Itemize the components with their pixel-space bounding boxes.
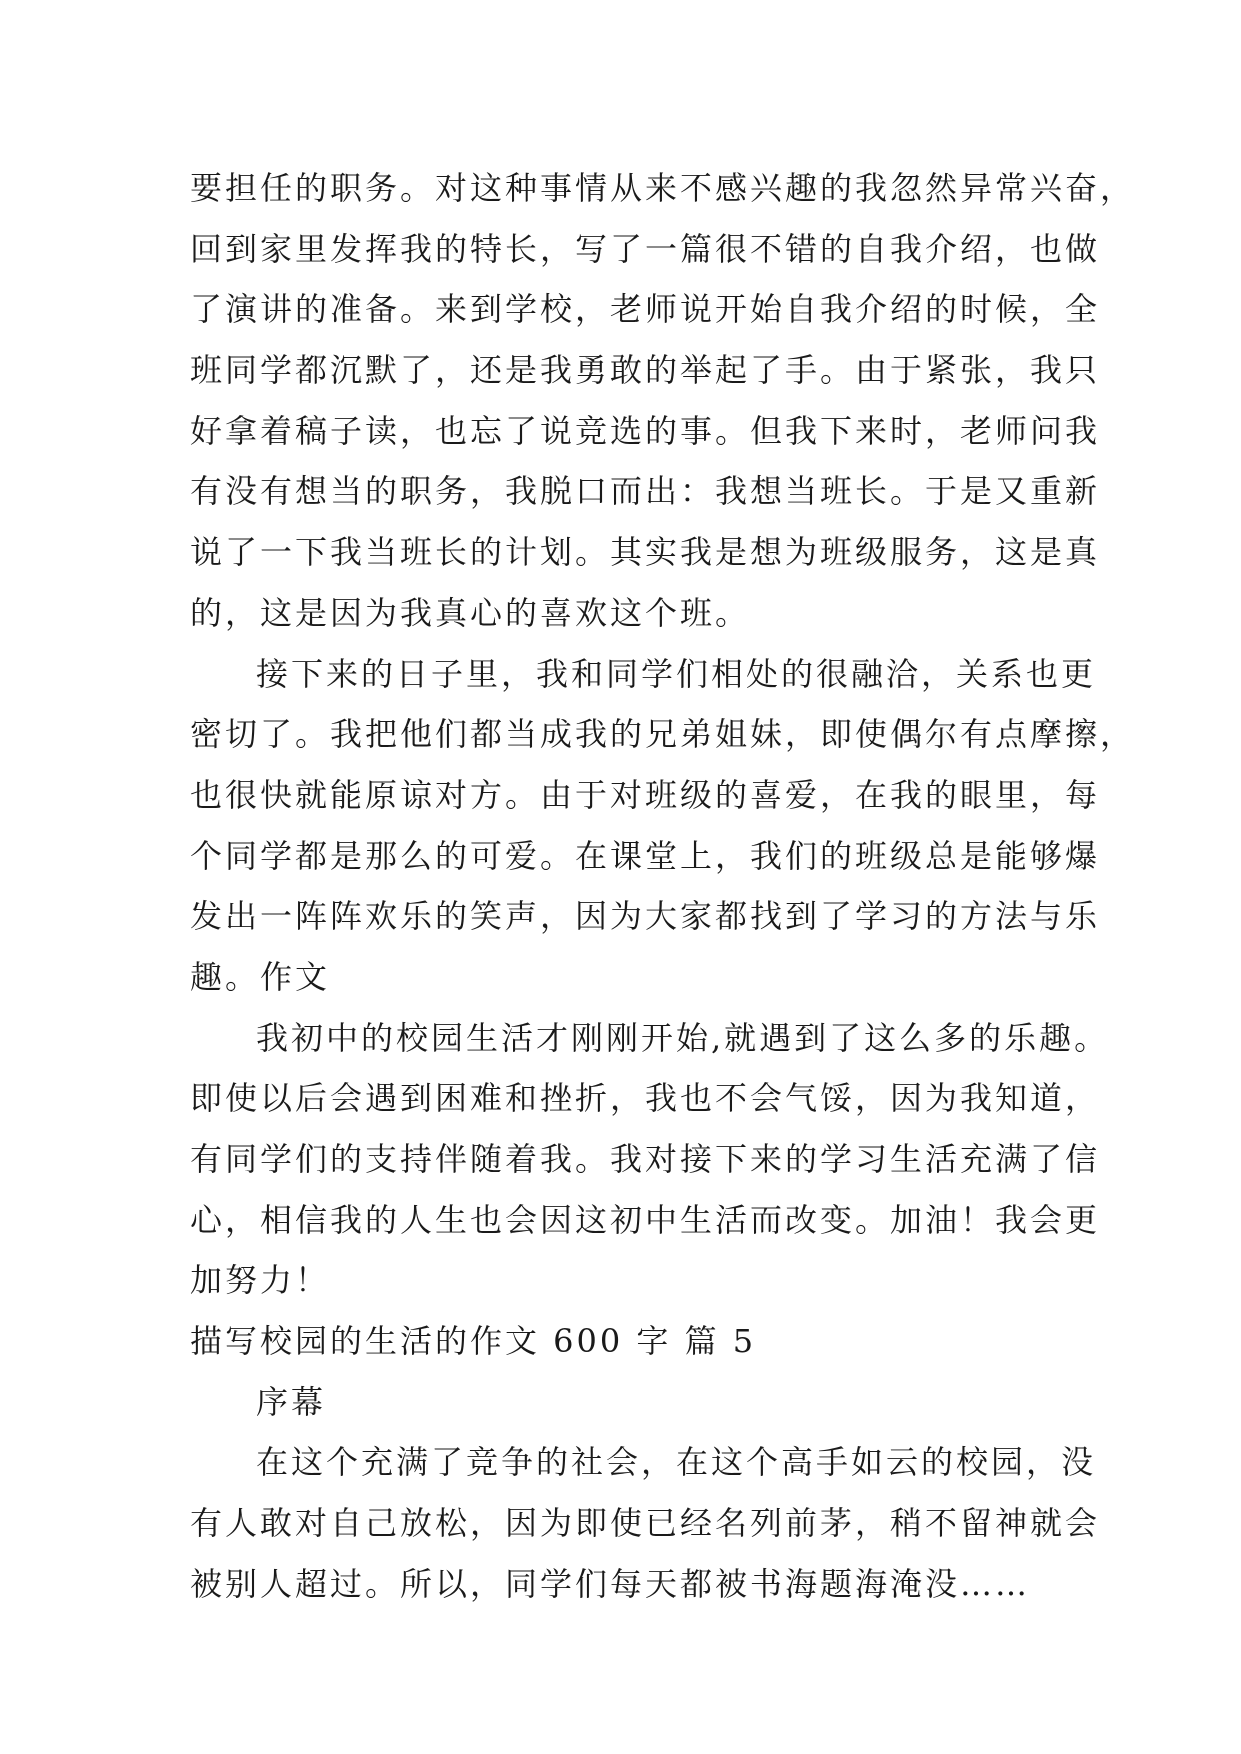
text-line: 我初中的校园生活才刚刚开始,就遇到了这么多的乐趣。 <box>256 1018 1110 1057</box>
text-line: 也很快就能原谅对方。由于对班级的喜爱，在我的眼里，每 <box>190 775 1101 814</box>
essay-body <box>190 158 1136 1615</box>
text-line: 好拿着稿子读，也忘了说竞选的事。但我下来时，老师问我 <box>190 411 1101 450</box>
text-line: 描写校园的生活的作文 600 字 篇 5 <box>190 1322 757 1361</box>
text-line: 在这个充满了竞争的社会，在这个高手如云的校园，没 <box>256 1443 1097 1482</box>
text-line: 班同学都沉默了，还是我勇敢的举起了手。由于紧张，我只 <box>190 351 1101 390</box>
text-line: 的，这是因为我真心的喜欢这个班。 <box>190 593 751 632</box>
text-line: 即使以后会遇到困难和挫折，我也不会气馁，因为我知道， <box>190 1079 1101 1118</box>
text-line: 心，相信我的人生也会因这初中生活而改变。加油！我会更 <box>190 1200 1101 1239</box>
text-line: 密切了。我把他们都当成我的兄弟姐妹，即使偶尔有点摩擦， <box>190 715 1136 754</box>
text-line: 有同学们的支持伴随着我。我对接下来的学习生活充满了信 <box>190 1140 1101 1178</box>
text-line: 个同学都是那么的可爱。在课堂上，我们的班级总是能够爆 <box>190 836 1101 875</box>
text-line: 序幕 <box>256 1382 327 1421</box>
text-line: 加努力！ <box>190 1261 331 1300</box>
text-line: 有没有想当的职务，我脱口而出：我想当班长。于是又重新 <box>190 472 1101 511</box>
text-line: 说了一下我当班长的计划。其实我是想为班级服务，这是真 <box>190 533 1101 572</box>
text-line: 回到家里发挥我的特长，写了一篇很不错的自我介绍，也做 <box>190 229 1101 268</box>
text-line: 发出一阵阵欢乐的笑声，因为大家都找到了学习的方法与乐 <box>190 897 1101 936</box>
text-line: 有人敢对自己放松，因为即使已经名列前茅，稍不留神就会 <box>190 1504 1101 1543</box>
text-line: 接下来的日子里，我和同学们相处的很融洽，关系也更 <box>256 654 1097 693</box>
text-line: 被别人超过。所以，同学们每天都被书海题海淹没…… <box>190 1564 1031 1603</box>
text-line: 了演讲的准备。来到学校，老师说开始自我介绍的时候，全 <box>190 290 1101 329</box>
text-line: 要担任的职务。对这种事情从来不感兴趣的我忽然异常兴奋， <box>190 169 1136 207</box>
text-line: 趣。作文 <box>190 957 331 996</box>
